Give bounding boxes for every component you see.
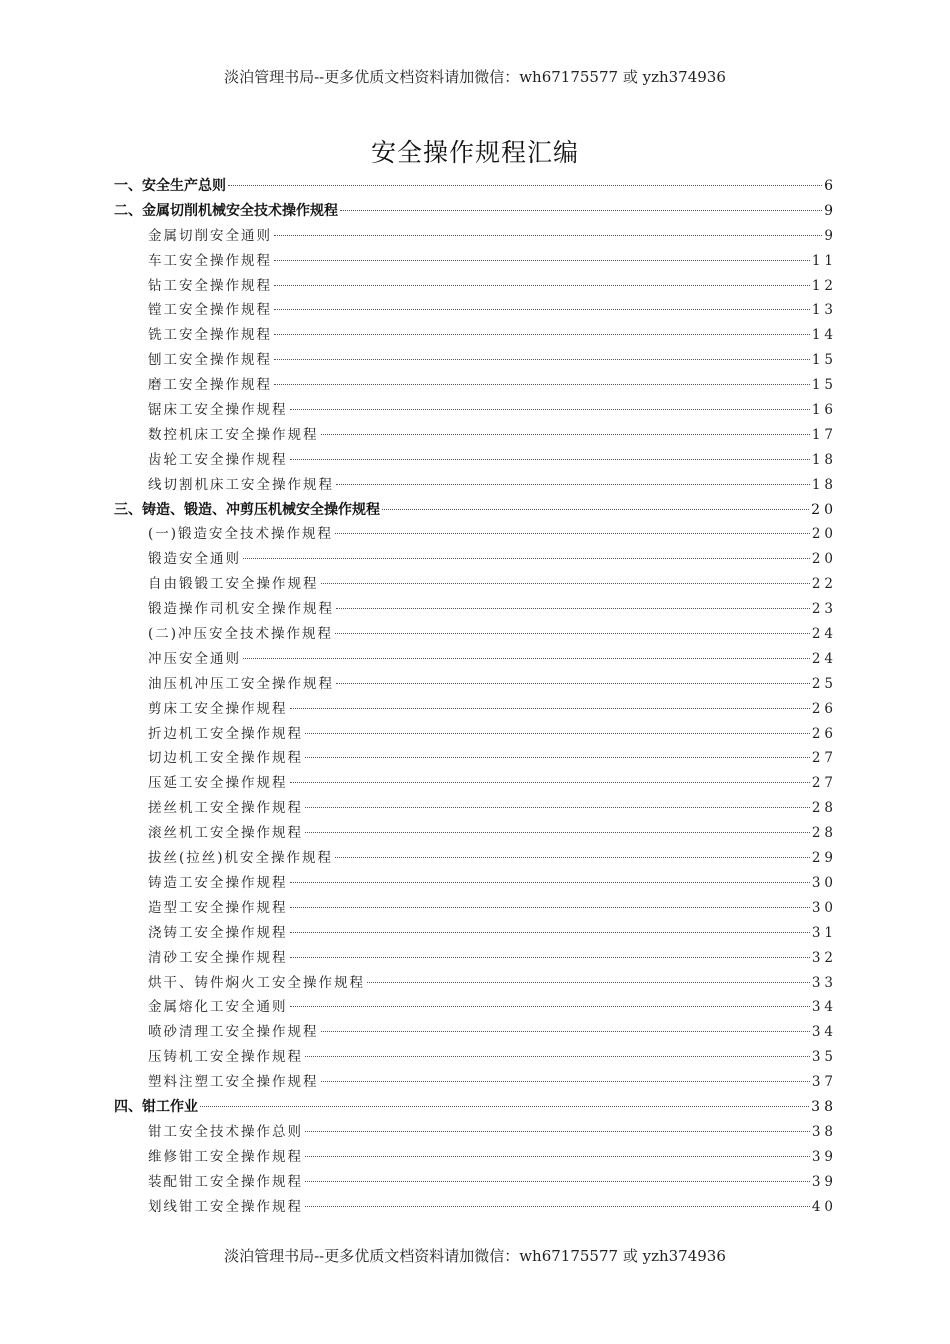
toc-entry[interactable] (114, 921, 837, 946)
toc-leader-dots (335, 533, 810, 534)
toc-entry[interactable] (114, 846, 837, 871)
toc-page-number: 11 (811, 252, 837, 269)
toc-entry[interactable] (114, 896, 837, 921)
toc-entry[interactable] (114, 274, 837, 299)
toc-leader-dots (340, 210, 822, 211)
toc-entry[interactable] (114, 473, 837, 498)
toc-entry-label: 油压机冲压工安全操作规程 (148, 675, 334, 692)
toc-page-number: 16 (811, 402, 837, 419)
toc-leader-dots (305, 807, 810, 808)
toc-leader-dots (274, 384, 810, 385)
toc-entry-label: 车工安全操作规程 (148, 252, 272, 269)
toc-leader-dots (274, 309, 810, 310)
toc-entry[interactable] (114, 647, 837, 672)
toc-entry-label: 四、钳工作业 (114, 1098, 198, 1115)
toc-page-number: 28 (811, 800, 837, 817)
toc-leader-dots (336, 683, 810, 684)
toc-page-number: 37 (811, 1074, 837, 1091)
toc-entry[interactable] (114, 298, 837, 323)
toc-page-number: 13 (811, 302, 837, 319)
toc-entry[interactable] (114, 722, 837, 747)
toc-page-number: 14 (811, 327, 837, 344)
toc-leader-dots (305, 1206, 810, 1207)
toc-entry-label: 维修钳工安全操作规程 (148, 1148, 303, 1165)
toc-entry-label: 切边机工安全操作规程 (148, 750, 303, 767)
toc-leader-dots (305, 733, 810, 734)
toc-entry[interactable] (114, 871, 837, 896)
toc-page-number: 20 (811, 526, 837, 543)
toc-entry-label: 拔丝(拉丝)机安全操作规程 (148, 850, 334, 867)
toc-entry-label: 钳工安全技术操作总则 (148, 1123, 303, 1140)
toc-leader-dots (290, 459, 810, 460)
toc-page-number: 12 (811, 277, 837, 294)
toc-leader-dots (290, 957, 810, 958)
toc-entry[interactable] (114, 971, 837, 996)
toc-entry[interactable] (114, 522, 837, 547)
toc-leader-dots (290, 708, 810, 709)
toc-page-number: 32 (811, 949, 837, 966)
toc-entry[interactable] (114, 1145, 837, 1170)
toc-entry-label: 造型工安全操作规程 (148, 899, 288, 916)
toc-page-number: 26 (811, 725, 837, 742)
toc-leader-dots (243, 558, 810, 559)
toc-page-number: 15 (811, 352, 837, 369)
toc-leader-dots (274, 260, 810, 261)
toc-page-number: 9 (824, 227, 837, 244)
toc-entry-label: 清砂工安全操作规程 (148, 949, 288, 966)
toc-leader-dots (321, 1081, 810, 1082)
toc-page-number: 24 (811, 650, 837, 667)
toc-entry[interactable] (114, 348, 837, 373)
toc-entry-label: 铸造工安全操作规程 (148, 874, 288, 891)
toc-page-number: 18 (811, 476, 837, 493)
toc-entry[interactable] (114, 572, 837, 597)
toc-page-number: 24 (811, 626, 837, 643)
toc-page-number: 26 (811, 700, 837, 717)
toc-entry-label: 刨工安全操作规程 (148, 352, 272, 369)
toc-page-number: 33 (811, 974, 837, 991)
toc-leader-dots (290, 1006, 810, 1007)
toc-entry[interactable] (114, 697, 837, 722)
toc-leader-dots (274, 359, 810, 360)
toc-leader-dots (336, 608, 810, 609)
toc-leader-dots (382, 509, 809, 510)
toc-entry[interactable] (114, 946, 837, 971)
toc-entry-label: (一)锻造安全技术操作规程 (148, 526, 334, 543)
toc-entry-label: 金属熔化工安全通则 (148, 999, 288, 1016)
toc-page-number: 27 (811, 775, 837, 792)
toc-entry-label: 镗工安全操作规程 (148, 302, 272, 319)
page-header: 淡泊管理书局--更多优质文档资料请加微信：wh67175577 或 yzh374936 (224, 68, 726, 86)
toc-page-number: 28 (811, 825, 837, 842)
toc-section-entry[interactable] (114, 174, 837, 199)
toc-entry[interactable] (114, 1170, 837, 1195)
toc-page-number: 22 (811, 576, 837, 593)
toc-entry[interactable] (114, 398, 837, 423)
toc-entry[interactable] (114, 746, 837, 771)
toc-entry[interactable] (114, 771, 837, 796)
toc-entry-label: 压延工安全操作规程 (148, 775, 288, 792)
toc-section-entry[interactable] (114, 199, 837, 224)
toc-entry-label: 锻造安全通则 (148, 551, 241, 568)
toc-leader-dots (321, 434, 810, 435)
toc-entry-label: 钻工安全操作规程 (148, 277, 272, 294)
toc-page-number: 9 (824, 202, 837, 219)
toc-page-number: 30 (811, 899, 837, 916)
toc-leader-dots (274, 235, 822, 236)
toc-entry[interactable] (114, 1120, 837, 1145)
table-of-contents (114, 174, 837, 1219)
toc-leader-dots (336, 484, 810, 485)
toc-page-number: 39 (811, 1148, 837, 1165)
toc-section-entry[interactable] (114, 498, 837, 523)
toc-page-number: 18 (811, 451, 837, 468)
toc-page-number: 40 (811, 1198, 837, 1215)
toc-entry-label: 二、金属切削机械安全技术操作规程 (114, 202, 338, 219)
toc-page-number: 31 (811, 924, 837, 941)
toc-leader-dots (305, 1181, 810, 1182)
toc-page-number: 20 (811, 551, 837, 568)
toc-leader-dots (335, 857, 810, 858)
toc-entry-label: 搓丝机工安全操作规程 (148, 800, 303, 817)
toc-entry-label: 喷砂清理工安全操作规程 (148, 1024, 319, 1041)
page-footer: 淡泊管理书局--更多优质文档资料请加微信：wh67175577 或 yzh374936 (224, 1247, 726, 1265)
toc-entry[interactable] (114, 597, 837, 622)
toc-entry[interactable] (114, 547, 837, 572)
toc-leader-dots (290, 882, 810, 883)
toc-entry-label: 三、铸造、锻造、冲剪压机械安全操作规程 (114, 501, 380, 518)
toc-leader-dots (290, 932, 810, 933)
toc-entry-label: 磨工安全操作规程 (148, 377, 272, 394)
toc-entry[interactable] (114, 249, 837, 274)
toc-leader-dots (305, 832, 810, 833)
toc-leader-dots (321, 583, 810, 584)
toc-leader-dots (200, 1106, 809, 1107)
toc-entry[interactable] (114, 448, 837, 473)
toc-leader-dots (228, 185, 822, 186)
toc-entry[interactable] (114, 1070, 837, 1095)
toc-leader-dots (321, 1031, 810, 1032)
toc-page-number: 25 (811, 675, 837, 692)
toc-entry[interactable] (114, 821, 837, 846)
toc-entry-label: 铣工安全操作规程 (148, 327, 272, 344)
toc-page-number: 23 (811, 601, 837, 618)
toc-entry-label: 锻造操作司机安全操作规程 (148, 601, 334, 618)
toc-entry-label: 齿轮工安全操作规程 (148, 451, 288, 468)
toc-page-number: 34 (811, 999, 837, 1016)
toc-entry[interactable] (114, 672, 837, 697)
toc-entry-label: 塑料注塑工安全操作规程 (148, 1074, 319, 1091)
toc-leader-dots (305, 1056, 810, 1057)
toc-section-entry[interactable] (114, 1095, 837, 1120)
toc-entry-label: 压铸机工安全操作规程 (148, 1049, 303, 1066)
toc-leader-dots (367, 982, 810, 983)
toc-entry-label: 装配钳工安全操作规程 (148, 1173, 303, 1190)
toc-page-number: 29 (811, 850, 837, 867)
toc-leader-dots (305, 1131, 810, 1132)
toc-page-number: 38 (811, 1123, 837, 1140)
toc-leader-dots (274, 334, 810, 335)
toc-page-number: 38 (811, 1098, 837, 1115)
toc-entry-label: (二)冲压安全技术操作规程 (148, 626, 334, 643)
toc-leader-dots (290, 409, 810, 410)
toc-page-number: 30 (811, 874, 837, 891)
toc-entry[interactable] (114, 995, 837, 1020)
toc-entry-label: 自由锻锻工安全操作规程 (148, 576, 319, 593)
toc-entry-label: 划线钳工安全操作规程 (148, 1198, 303, 1215)
toc-page-number: 39 (811, 1173, 837, 1190)
toc-entry[interactable] (114, 796, 837, 821)
toc-leader-dots (274, 285, 810, 286)
toc-entry-label: 滚丝机工安全操作规程 (148, 825, 303, 842)
toc-page-number: 6 (824, 178, 837, 194)
toc-entry[interactable] (114, 1020, 837, 1045)
document-title: 安全操作规程汇编 (370, 138, 579, 167)
toc-entry-label: 剪床工安全操作规程 (148, 700, 288, 717)
toc-entry-label: 浇铸工安全操作规程 (148, 924, 288, 941)
toc-entry-label: 折边机工安全操作规程 (148, 725, 303, 742)
toc-page-number: 20 (811, 501, 837, 518)
toc-page-number: 27 (811, 750, 837, 767)
toc-entry-label: 线切割机床工安全操作规程 (148, 476, 334, 493)
toc-leader-dots (290, 907, 810, 908)
toc-entry[interactable] (114, 1195, 837, 1220)
toc-page-number: 35 (811, 1049, 837, 1066)
toc-entry[interactable] (114, 622, 837, 647)
toc-entry[interactable] (114, 224, 837, 249)
toc-entry-label: 烘干、铸件焖火工安全操作规程 (148, 974, 365, 991)
toc-entry[interactable] (114, 423, 837, 448)
toc-page-number: 34 (811, 1024, 837, 1041)
toc-leader-dots (335, 633, 810, 634)
toc-leader-dots (305, 1156, 810, 1157)
toc-entry-label: 冲压安全通则 (148, 650, 241, 667)
toc-entry-label: 数控机床工安全操作规程 (148, 426, 319, 443)
toc-page-number: 17 (811, 426, 837, 443)
toc-entry-label: 金属切削安全通则 (148, 227, 272, 244)
toc-entry[interactable] (114, 323, 837, 348)
toc-entry-label: 锯床工安全操作规程 (148, 402, 288, 419)
toc-entry-label: 一、安全生产总则 (114, 178, 226, 194)
toc-page-number: 15 (811, 377, 837, 394)
toc-leader-dots (305, 757, 810, 758)
toc-entry[interactable] (114, 1045, 837, 1070)
toc-entry[interactable] (114, 373, 837, 398)
toc-leader-dots (243, 658, 810, 659)
toc-leader-dots (290, 782, 810, 783)
